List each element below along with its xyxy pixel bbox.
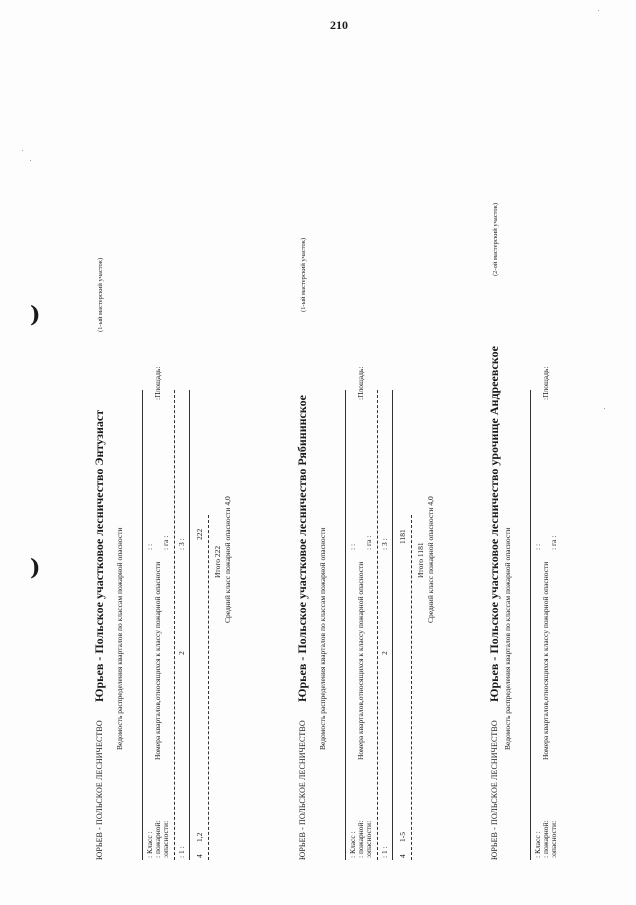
- sheet-subtitle: Ведомость распределения кварталов по классам пожарной опасности: [318, 527, 327, 750]
- forestry-title: ЮРЬЕВ - ПОЛЬСКОЕ ЛЕСНИЧЕСТВО: [298, 720, 307, 860]
- table-rule: [377, 390, 378, 860]
- table-bottom-rule: [411, 515, 412, 860]
- district-title: Юрьев - Польское участковое лесничество урочище Андреевское: [487, 346, 501, 702]
- forestry-title: ЮРЬЕВ - ПОЛЬСКОЕ ЛЕСНИЧЕСТВО: [490, 720, 499, 860]
- ha-header: : га :: [549, 535, 558, 550]
- quarters-header: Номера кварталов,относящихся к классу пожарной опасности: [356, 561, 365, 760]
- numbering-col-1: : 1 :: [177, 846, 186, 858]
- row-quarters: 1-5: [398, 832, 407, 842]
- col-colons: : :: [348, 543, 357, 550]
- class-col-head-2: : пожарной:: [541, 820, 550, 858]
- average-class-line: Средний класс пожарной опасности 4,0: [426, 496, 435, 623]
- numbering-col-3: : 3 :: [380, 538, 389, 550]
- class-col-head-1: : Класс :: [145, 831, 154, 858]
- table-top-rule: [530, 390, 531, 860]
- col-colons: : :: [533, 543, 542, 550]
- class-col-head-3: :опасности:: [364, 820, 373, 858]
- numbering-col-1: : 1 :: [380, 846, 389, 858]
- ha-header: : га :: [161, 535, 170, 550]
- scan-bracket-mark: ): [30, 302, 41, 328]
- class-col-head-3: :опасности:: [161, 820, 170, 858]
- district-note: (1-ый мастерский участок): [97, 257, 104, 332]
- numbering-col-3: : 3 :: [177, 538, 186, 550]
- table-rule: [189, 390, 190, 860]
- scan-speck: [30, 160, 31, 161]
- table-top-rule: [142, 390, 143, 860]
- class-col-head-2: : пожарной:: [356, 820, 365, 858]
- table-bottom-rule: [208, 515, 209, 860]
- total-line: Итого 1181: [416, 542, 425, 578]
- fire-danger-section-1: [92, 160, 295, 860]
- col-colons: : :: [145, 543, 154, 550]
- row-quarters: 1,2: [195, 832, 204, 842]
- numbering-col-2: 2: [177, 651, 186, 655]
- forestry-title: ЮРЬЕВ - ПОЛЬСКОЕ ЛЕСНИЧЕСТВО: [95, 720, 104, 860]
- page-number: 210: [330, 18, 348, 32]
- table-rule: [174, 390, 175, 860]
- row-class: 4: [195, 854, 204, 858]
- total-line: Итого 222: [213, 545, 222, 578]
- quarters-header: Номера кварталов,относящихся к классу пожарной опасности: [541, 561, 550, 760]
- area-header: :Площадь:: [356, 366, 365, 400]
- fire-danger-section-2: [295, 160, 498, 860]
- fire-danger-section-3: [487, 160, 636, 860]
- scan-speck: [598, 10, 599, 11]
- district-note: (1-ый мастерский участок): [300, 237, 307, 312]
- class-col-head-2: : пожарной:: [153, 820, 162, 858]
- numbering-col-2: 2: [380, 651, 389, 655]
- district-note: (2-ой мастерский участок): [492, 203, 499, 276]
- row-area: 222: [195, 528, 204, 540]
- row-area: 1181: [398, 529, 407, 544]
- class-col-head-3: :опасности:: [549, 820, 558, 858]
- district-title: Юрьев - Польское участковое лесничество Рябининское: [295, 395, 309, 702]
- ha-header: : га :: [364, 535, 373, 550]
- table-top-rule: [345, 390, 346, 860]
- sheet-subtitle: Ведомость распределения кварталов по классам пожарной опасности: [503, 527, 512, 750]
- row-class: 4: [398, 854, 407, 858]
- scan-speck: [22, 150, 23, 151]
- class-col-head-1: : Класс :: [533, 831, 542, 858]
- table-rule: [392, 390, 393, 860]
- district-title: Юрьев - Польское участковое лесничество Энтузиаст: [92, 409, 106, 702]
- quarters-header: Номера кварталов,относящихся к классу пожарной опасности: [153, 561, 162, 760]
- sheet-subtitle: Ведомость распределения кварталов по классам пожарной опасности: [115, 527, 124, 750]
- average-class-line: Средний класс пожарной опасности 4,0: [223, 496, 232, 623]
- scan-bracket-mark: ): [30, 555, 41, 581]
- class-col-head-1: : Класс :: [348, 831, 357, 858]
- area-header: :Площадь:: [541, 366, 550, 400]
- area-header: :Площадь:: [153, 366, 162, 400]
